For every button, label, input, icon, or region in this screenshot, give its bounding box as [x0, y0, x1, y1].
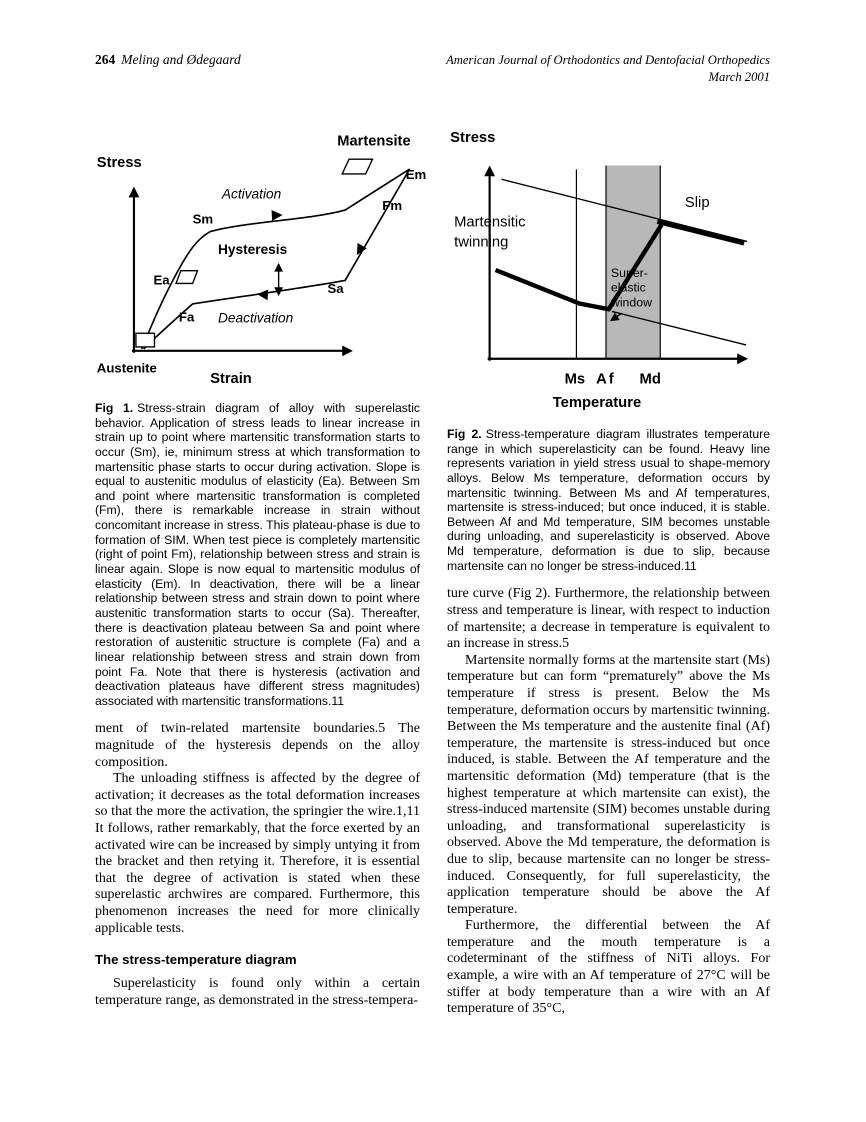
fig2-slip-label: Slip	[684, 194, 710, 211]
fig2-af-tick-label: Af	[596, 371, 616, 388]
fig2-x-axis-arrow-icon	[737, 353, 748, 364]
fig2-ms-tick-label: Ms	[564, 371, 586, 388]
page-number: 264	[95, 52, 116, 67]
fig1-sa-label: Sa	[327, 281, 344, 297]
fig2-caption	[447, 427, 770, 573]
fig1-activation-arrow-icon	[272, 210, 283, 221]
fig1-austenite-label: Austenite	[96, 360, 157, 376]
fig1-y-axis-arrow-icon	[129, 187, 140, 198]
fig2-svg	[447, 126, 765, 414]
paragraph: Superelasticity is found only within a certain temperature range, as demonstrated in the stress-tempera-	[95, 976, 420, 1008]
journal-name: American Journal of Orthodontics and Dentofacial Orthopedics	[446, 53, 770, 67]
fig1-martensite-cell-icon	[342, 159, 372, 174]
fig1-fa-label: Fa	[178, 309, 195, 325]
fig1-deactivation-label: Deactivation	[218, 310, 294, 326]
fig1-austenite-cell-icon	[136, 333, 155, 347]
fig2-stress-label: Stress	[450, 129, 496, 146]
fig2-slip-heavy-line	[657, 222, 744, 244]
fig2-temperature-label: Temperature	[552, 395, 642, 412]
paragraph: Martensite normally forms at the martensite start (Ms) temperature but can form “prematurely” above the Ms temperature if stress is present. Below the Ms temperature, deformation occurs by martensitic twinning. Between the Ms temperature and the austenite final (Af) temperature, the martensite is stress-induced but once induced, is stable. Between the Af temperature and the martensitic deformation (Md) temperature (that is the highest temperature at which martensite can exist), the stress-induced martensite (SIM) becomes unstable during unloading, and transformational superelasticity is observed. Above the Md temperature, the deformation is due to slip, because martensite can no longer be stress-induced. Consequently, for full superelasticity, the application temperature should be above the Af temperature.	[447, 652, 770, 917]
fig1-activation-label: Activation	[221, 186, 282, 202]
fig2-superelastic-band	[606, 165, 660, 358]
paragraph: ment of twin-related martensite boundaries.5 The magnitude of the hysteresis depends on the alloy composition.	[95, 721, 420, 770]
fig1-caption	[95, 401, 420, 708]
left-column	[95, 126, 427, 1009]
fig2-caption-text: Stress-temperature diagram illustrates temperature range in which superelasticity can be found. Heavy line represents variation in yield stress usual to shape-memory alloys. Below Ms temperature, deformation occurs by martensitic twinning. Between Ms and Af temperatures, martensite is stress-induced; but once induced, it is stable. Between Af and Md temperature, SIM becomes unstable during unloading, and superelasticity is observed. Above Md temperature, deformation is due to slip, because martensite can no longer be stress-induced.11	[447, 427, 770, 573]
page-header	[95, 52, 770, 86]
fig1-hysteresis-label: Hysteresis	[218, 242, 288, 258]
fig1-sm-label: Sm	[192, 211, 214, 227]
running-head-right	[446, 52, 770, 86]
fig1-stress-label: Stress	[96, 155, 142, 172]
right-column	[447, 126, 770, 1018]
fig1-fm-label: Fm	[382, 198, 403, 214]
fig2-elastic-label: elastic	[610, 280, 646, 295]
fig1-hysteresis-up-arrow-icon	[274, 263, 283, 272]
fig1-ea-label: Ea	[153, 272, 170, 288]
paragraph: The unloading stiffness is affected by the degree of activation; it decreases as the total deformation increases so that the more the activation, the springier the wire.1,11 It follows, rather remarkably, that the force exerted by an activated wire can be increased by simply untying it from the bracket and then retying it. Therefore, it is essential that the degree of activation is stated when these superelastic archwires are compared. Furthermore, this phenomenon increases the need for more clinically applicable tests.	[95, 771, 420, 936]
fig2-diagram	[447, 126, 770, 419]
fig1-svg	[95, 126, 431, 388]
left-body	[95, 721, 420, 1009]
fig2-super-label: Super-	[610, 265, 648, 280]
fig1-caption-label: Fig 1.	[95, 401, 134, 415]
fig1-deactivation-arrow-icon	[257, 289, 268, 300]
fig1-martensite-label: Martensite	[337, 133, 411, 150]
running-authors: Meling and Ødegaard	[121, 52, 241, 67]
fig2-twinning-heavy-line	[496, 270, 610, 309]
fig2-martensitic-label: Martensitic	[454, 214, 526, 231]
fig2-twinning-label: twinning	[454, 234, 509, 251]
fig1-strain-label: Strain	[210, 371, 252, 388]
fig1-diagram	[95, 126, 427, 393]
paragraph: Furthermore, the differential between the Af temperature and the mouth temperature is a codeterminant of the stiffness of NiTi alloys. For example, a wire with an Af temperature of 27°C will be stiffer at body temperature than a wire with an Af temperature of 35°C,	[447, 918, 770, 1017]
fig1-caption-text: Stress-strain diagram of alloy with superelastic behavior. Application of stress leads to linear increase in strain up to point where martensitic transformation starts to occur (Sm), ie, minimum stress at which transformation to martensitic phase starts to occur during activation. Slope is equal to austenitic modulus of elasticity (Ea). Between Sm and point where martensitic transformation is completed (Fm), there is remarkable increase in strain without concomitant increase in stress. This plateau-phase is due to formation of SIM. When test piece is completely martensitic (right of point Fm), relationship between stress and strain is linear again. Slope is now equal to martensitic modulus of elasticity (Em). In deactivation, there will be a linear relationship between stress and strain down to point where austenitic transformation starts to occur (Sa). Thereafter, there is deactivation plateau between Sa and point where restoration of austenitic structure is complete (Fa) and a linear relationship between stress and strain down from point Fa. Note that there is hysteresis (activation and deactivation plateaus have different stress magnitudes) associated with martensitic transformations.11	[95, 401, 420, 708]
fig1-em-label: Em	[405, 166, 427, 182]
fig1-ea-cell-icon	[176, 271, 198, 284]
issue-date: March 2001	[708, 70, 770, 84]
fig2-window-label: window	[610, 295, 652, 310]
fig2-md-tick-label: Md	[639, 371, 661, 388]
fig1-x-axis-arrow-icon	[342, 345, 353, 356]
fig2-caption-label: Fig 2.	[447, 427, 482, 441]
fig2-y-axis-arrow-icon	[484, 165, 495, 176]
paragraph: ture curve (Fig 2). Furthermore, the relationship between stress and temperature is linear, with respect to induction of martensite; a decrease in temperature is equivalent to an increase in stress.5	[447, 586, 770, 652]
running-head-left	[95, 52, 241, 68]
right-body	[447, 586, 770, 1017]
section-heading: The stress-temperature diagram	[95, 952, 297, 968]
